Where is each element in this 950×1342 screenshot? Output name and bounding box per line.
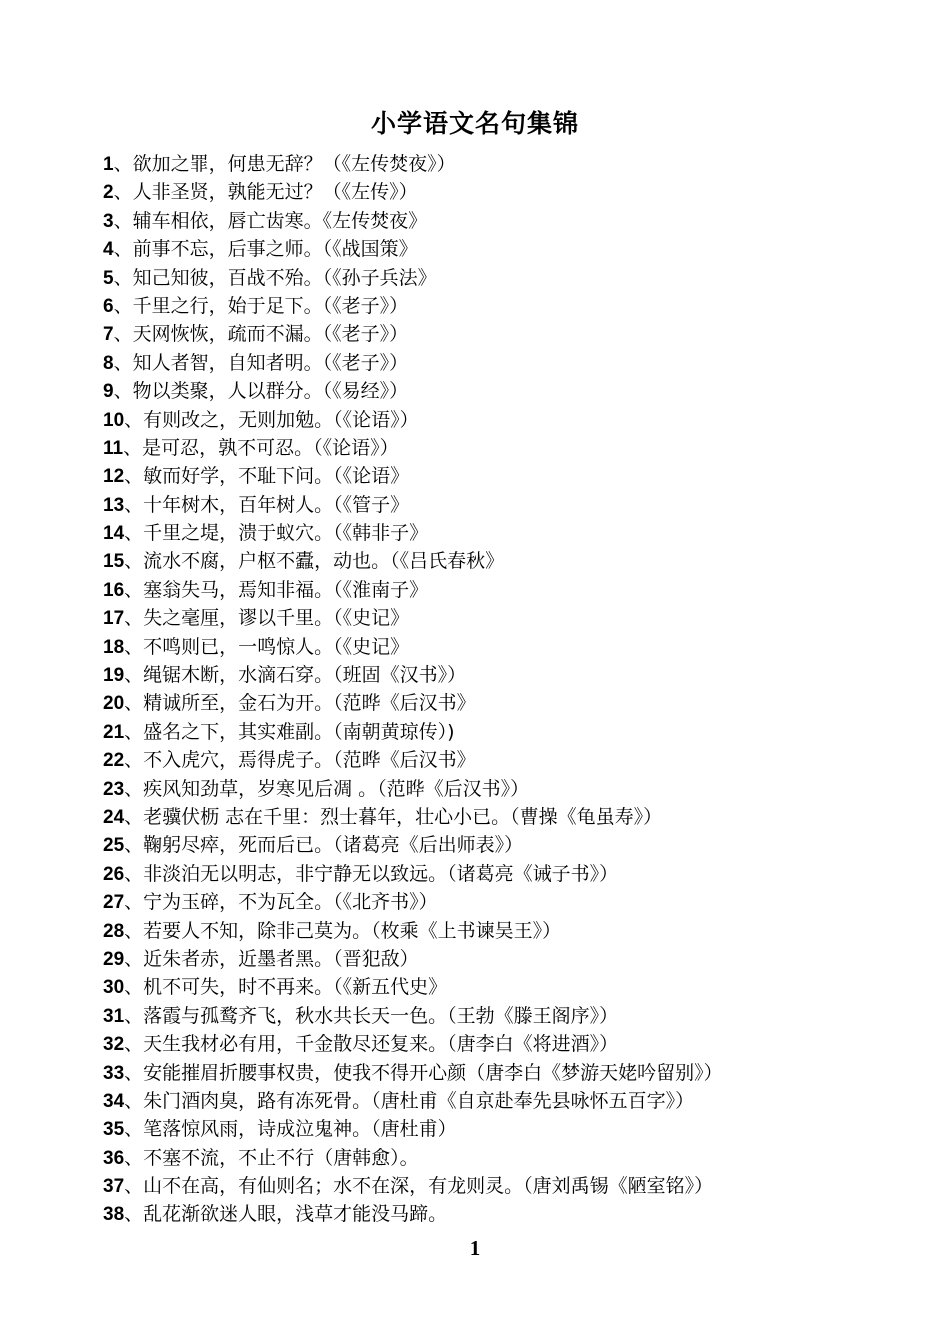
quote-line [103, 973, 923, 1001]
quote-line [103, 434, 923, 462]
quote-text: 、疾风知劲草，岁寒见后凋 。（范晔《后汉书》） [124, 777, 530, 800]
quote-text: 、山不在高，有仙则名；水不在深，有龙则灵。（唐刘禹锡《陋室铭》） [124, 1175, 714, 1198]
quote-line [103, 1200, 923, 1228]
quote-text: 、天生我材必有用，千金散尽还复来。（唐李白《将进酒》） [124, 1033, 619, 1056]
page-title: 小学语文名句集锦 [370, 109, 579, 138]
quote-line [103, 1002, 923, 1030]
quote-line [103, 491, 923, 519]
quote-text: 、千里之堤，溃于蚁穴。（《韩非子》 [124, 522, 429, 545]
quote-text: 、非淡泊无以明志，非宁静无以致远。（诸葛亮《诫子书》） [124, 862, 619, 885]
quote-line [103, 207, 923, 235]
quote-number: 34 [103, 1090, 125, 1112]
quote-text: 、绳锯木断，水滴石穿。（班固《汉书》） [124, 664, 467, 687]
quote-text: 、笔落惊风雨，诗成泣鬼神。（唐杜甫） [124, 1118, 457, 1141]
quote-number: 11 [103, 437, 124, 459]
quote-number: 25 [103, 835, 125, 857]
quote-line [103, 292, 923, 320]
quote-number: 24 [103, 806, 125, 828]
quote-number: 6 [103, 295, 114, 317]
quote-line [103, 462, 923, 490]
quote-line [103, 1087, 923, 1115]
quote-text: 、知人者智，自知者明。（《老子》） [113, 351, 409, 374]
quote-number: 14 [103, 523, 125, 545]
quote-text: 、前事不忘，后事之师。（《战国策》 [113, 238, 418, 261]
quote-line [103, 718, 923, 746]
quote-number: 20 [103, 693, 125, 715]
quote-text: 、物以类聚，人以群分。（《易经》） [113, 380, 409, 403]
quote-line [103, 803, 923, 831]
quote-line [103, 775, 923, 803]
quote-number: 7 [103, 324, 114, 346]
quote-number: 9 [103, 381, 114, 403]
quote-number: 29 [103, 948, 125, 970]
quote-text: 、近朱者赤，近墨者黑。（晋犯敌） [124, 947, 419, 970]
quote-number: 13 [103, 494, 125, 516]
quote-number: 31 [103, 1005, 125, 1027]
quote-line [103, 320, 923, 348]
quote-text: 、若要人不知，除非己莫为。（枚乘《上书谏吴王》） [124, 919, 562, 942]
quote-text: 、朱门酒肉臭，路有冻死骨。（唐杜甫《自京赴奉先县咏怀五百字》） [124, 1089, 695, 1112]
quote-number: 12 [103, 466, 125, 488]
quote-text: 、乱花渐欲迷人眼，浅草才能没马蹄。 [124, 1203, 448, 1226]
quote-number: 10 [103, 409, 125, 431]
quote-line [103, 377, 923, 405]
quote-line [103, 519, 923, 547]
quote-text: 、盛名之下，其实难副。（南朝黄琼传）) [124, 720, 455, 743]
quote-line [103, 860, 923, 888]
quote-line [103, 831, 923, 859]
quote-line [103, 888, 923, 916]
quote-number: 4 [103, 239, 114, 261]
quote-number: 2 [103, 182, 114, 204]
quote-text: 、塞翁失马，焉知非福。（《淮南子》 [124, 578, 429, 601]
quote-number: 38 [103, 1204, 125, 1226]
quote-line [103, 406, 923, 434]
quote-text: 、人非圣贤，孰能无过？（《左传》） [113, 181, 418, 204]
quote-number: 18 [103, 636, 125, 658]
quote-text: 、安能摧眉折腰事权贵，使我不得开心颜（唐李白《梦游天姥吟留别》） [124, 1061, 723, 1084]
quote-number: 26 [103, 863, 125, 885]
quote-line [103, 917, 923, 945]
quote-line [103, 547, 923, 575]
quote-number: 33 [103, 1062, 125, 1084]
quote-line [103, 746, 923, 774]
quote-number: 35 [103, 1119, 125, 1141]
quote-line [103, 945, 923, 973]
quote-line [103, 1115, 923, 1143]
quote-number: 30 [103, 977, 125, 999]
quote-number: 19 [103, 665, 125, 687]
quote-number: 22 [103, 750, 125, 772]
quote-number: 5 [103, 267, 114, 289]
quote-text: 、欲加之罪，何患无辞？（《左传焚夜》） [113, 153, 456, 175]
quote-text: 、宁为玉碎，不为瓦全。（《北齐书》） [124, 891, 438, 914]
quote-line [103, 604, 923, 632]
quote-text: 、不入虎穴，焉得虎子。（范晔《后汉书》 [124, 749, 476, 772]
quote-line [103, 633, 923, 661]
quote-text: 、敏而好学，不耻下问。（《论语》 [124, 465, 410, 488]
quote-text: 、是可忍，孰不可忍。（《论语》） [123, 436, 399, 459]
quote-line [103, 1059, 923, 1087]
quote-number: 17 [103, 608, 125, 630]
quote-text: 、知己知彼，百战不殆。（《孙子兵法》 [113, 266, 437, 289]
quote-number: 23 [103, 778, 125, 800]
quote-number: 37 [103, 1176, 125, 1198]
quote-number: 8 [103, 352, 114, 374]
quote-line [103, 689, 923, 717]
quote-number: 15 [103, 551, 125, 573]
quote-text: 、失之毫厘，谬以千里。（《史记》 [124, 607, 410, 630]
quote-line [103, 150, 923, 178]
quote-line [103, 576, 923, 604]
quote-line [103, 1144, 923, 1172]
quote-line [103, 178, 923, 206]
quote-text: 、精诚所至，金石为开。（范晔《后汉书》 [124, 692, 476, 715]
quote-text: 、千里之行，始于足下。（《老子》） [113, 294, 409, 317]
quote-line [103, 235, 923, 263]
quote-text: 、有则改之，无则加勉。（《论语》） [124, 408, 419, 431]
quote-line [103, 264, 923, 292]
quote-number: 3 [103, 210, 114, 232]
quote-number: 21 [103, 721, 125, 743]
quote-line [103, 349, 923, 377]
quote-line [103, 1172, 923, 1200]
quote-text: 、天网恢恢，疏而不漏。（《老子》） [113, 323, 409, 346]
quote-number: 1 [103, 154, 114, 175]
quote-number: 36 [103, 1147, 125, 1169]
quote-text: 、不塞不流，不止不行（唐韩愈）。 [124, 1146, 419, 1169]
quote-text: 、辅车相依，唇亡齿寒。《左传焚夜》 [113, 209, 428, 232]
quote-text: 、流水不腐，户枢不蠹，动也。（《吕氏春秋》 [124, 550, 505, 573]
quote-text: 、老骥伏枥 志在千里：烈士暮年，壮心小已。（曹操《龟虽寿》） [124, 805, 663, 828]
quote-text: 、十年树木，百年树人。（《管子》 [124, 493, 410, 516]
quote-number: 16 [103, 579, 125, 601]
quote-text: 、鞠躬尽瘁，死而后已。（诸葛亮《后出师表》） [124, 834, 524, 857]
quote-number: 27 [103, 892, 125, 914]
page-number: 1 [469, 1236, 481, 1260]
quote-text: 、落霞与孤鹜齐飞，秋水共长天一色。（王勃《滕王阁序》） [124, 1004, 619, 1027]
quote-list [103, 150, 923, 1229]
quote-line [103, 661, 923, 689]
quote-text: 、不鸣则已，一鸣惊人。（《史记》 [124, 635, 410, 658]
quote-text: 、机不可失，时不再来。（《新五代史》 [124, 976, 448, 999]
quote-number: 28 [103, 920, 125, 942]
quote-line [103, 1030, 923, 1058]
quote-number: 32 [103, 1034, 125, 1056]
